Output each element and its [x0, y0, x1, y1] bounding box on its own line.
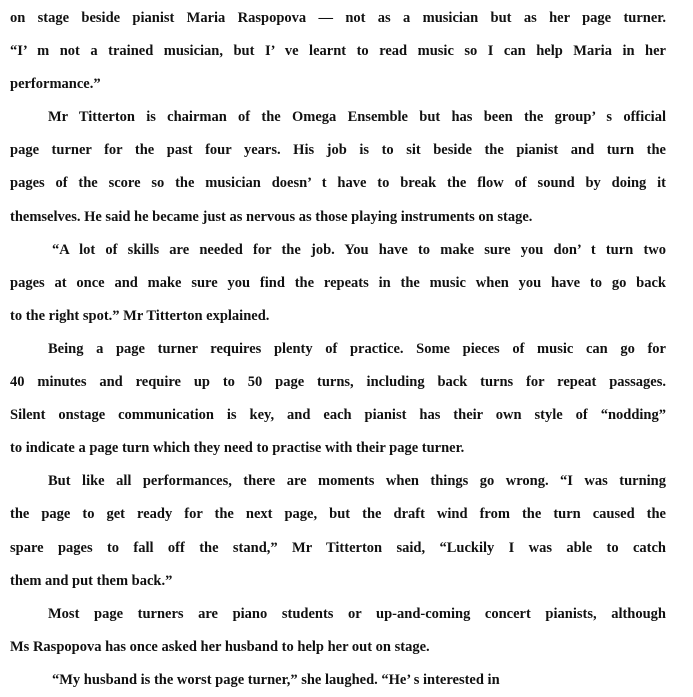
- document-page: [10, 2, 666, 697]
- text-line-16: the page to get ready for the next page, but the draft wind from the turn caused the: [10, 506, 666, 523]
- text-line-14: to indicate a page turn which they need to practise with their page turner.: [10, 440, 465, 457]
- text-line-13: Silent onstage communication is key, and each pianist has their own style of “nodding”: [10, 407, 666, 424]
- text-line-9: pages at once and make sure you find the repeats in the music when you have to go back: [10, 274, 666, 291]
- text-line-18: them and put them back.”: [10, 572, 173, 589]
- text-line-4: Mr Titterton is chairman of the Omega Ensemble but has been the group’ s official: [48, 109, 666, 126]
- text-line-1: on stage beside pianist Maria Raspopova — not as a musician but as her page turner.: [10, 10, 666, 26]
- text-line-8: “A lot of skills are needed for the job. You have to make sure you don’ t turn two: [52, 241, 666, 258]
- text-line-10: to the right spot.” Mr Titterton explained.: [10, 307, 270, 324]
- text-line-2: “I’ m not a trained musician, but I’ ve learnt to read music so I can help Maria in her: [10, 43, 666, 60]
- text-line-15: But like all performances, there are moments when things go wrong. “I was turning: [48, 473, 666, 490]
- text-line-21: “My husband is the worst page turner,” she laughed. “He’ s interested in: [52, 671, 500, 688]
- text-line-7: themselves. He said he became just as nervous as those playing instruments on stage.: [10, 208, 533, 225]
- text-line-6: pages of the score so the musician doesn’ t have to break the flow of sound by doing it: [10, 175, 666, 192]
- text-line-3: performance.”: [10, 76, 101, 93]
- text-line-19: Most page turners are piano students or up-and-coming concert pianists, although: [48, 605, 666, 622]
- text-line-20: Ms Raspopova has once asked her husband to help her out on stage.: [10, 638, 430, 655]
- text-line-12: 40 minutes and require up to 50 page turns, including back turns for repeat passages.: [10, 374, 666, 391]
- text-line-5: page turner for the past four years. His job is to sit beside the pianist and turn the: [10, 142, 666, 159]
- text-line-17: spare pages to fall off the stand,” Mr Titterton said, “Luckily I was able to catch: [10, 539, 666, 556]
- text-line-11: Being a page turner requires plenty of practice. Some pieces of music can go for: [48, 340, 666, 357]
